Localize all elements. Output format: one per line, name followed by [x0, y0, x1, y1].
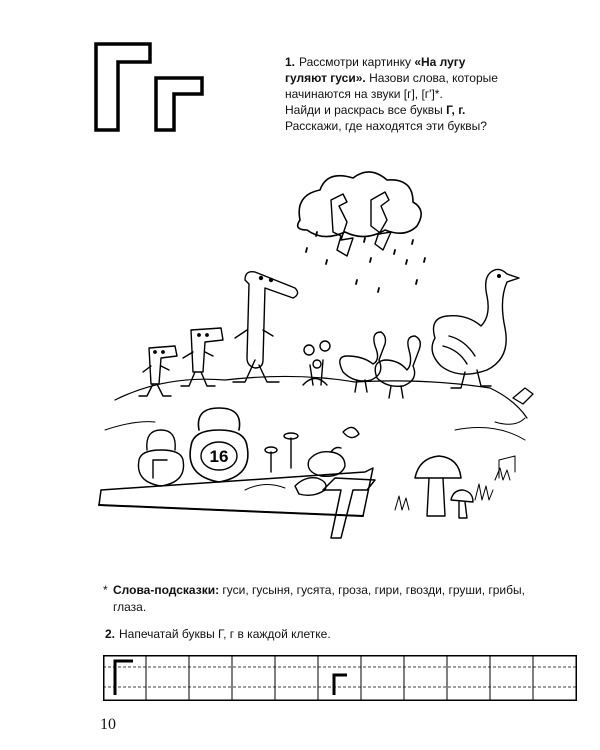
- task-1: 1. Рассмотри картинку «На лугу гуляют гуси». Назови слова, которые начинаются на звуки [г], [г']*. Найди и раскрась все буквы Г, г. Расскажи, где находятся эти буквы?: [285, 55, 498, 133]
- kettlebell-label: 16: [209, 447, 229, 466]
- walking-letter-g-medium: [181, 328, 223, 386]
- goose: [432, 269, 519, 388]
- meadow-illustration: [95, 160, 545, 545]
- gosling-2: [375, 336, 420, 398]
- big-letter-g-heading: [92, 38, 212, 138]
- kettlebell-small: [138, 430, 183, 486]
- task-2-number: 2.: [105, 627, 116, 641]
- grid-cell-dividers: [146, 655, 533, 701]
- rain-drops: [306, 232, 425, 292]
- hint-list: гуси, гусыня, гусята, гроза, гири, гвозди, груши, грибы, глаза.: [113, 583, 525, 614]
- hint-label: Слова-подсказки:: [113, 583, 220, 597]
- hint-words: [103, 582, 543, 616]
- sample-uppercase-g: [115, 661, 133, 695]
- walking-letter-g-big: [233, 272, 298, 382]
- kettlebell-large: [190, 408, 248, 482]
- footnote-star: *: [103, 583, 108, 597]
- mushrooms: [415, 456, 473, 518]
- task-2: [105, 627, 331, 641]
- storm-cloud: [298, 172, 421, 237]
- grid-guide-lines: [103, 667, 577, 687]
- lowercase-g-outline: [156, 78, 202, 130]
- lightning-letter-g: [331, 192, 391, 256]
- page-number: 10: [100, 716, 116, 733]
- nails: [265, 433, 298, 472]
- uppercase-g-outline: [96, 44, 150, 130]
- task-1-number: 1.: [285, 55, 296, 69]
- writing-grid[interactable]: [103, 655, 577, 701]
- wooden-board: [99, 468, 375, 538]
- task-2-text: Напечатай буквы Г, г в каждой клетке.: [119, 627, 331, 641]
- sample-lowercase-g: [334, 675, 347, 695]
